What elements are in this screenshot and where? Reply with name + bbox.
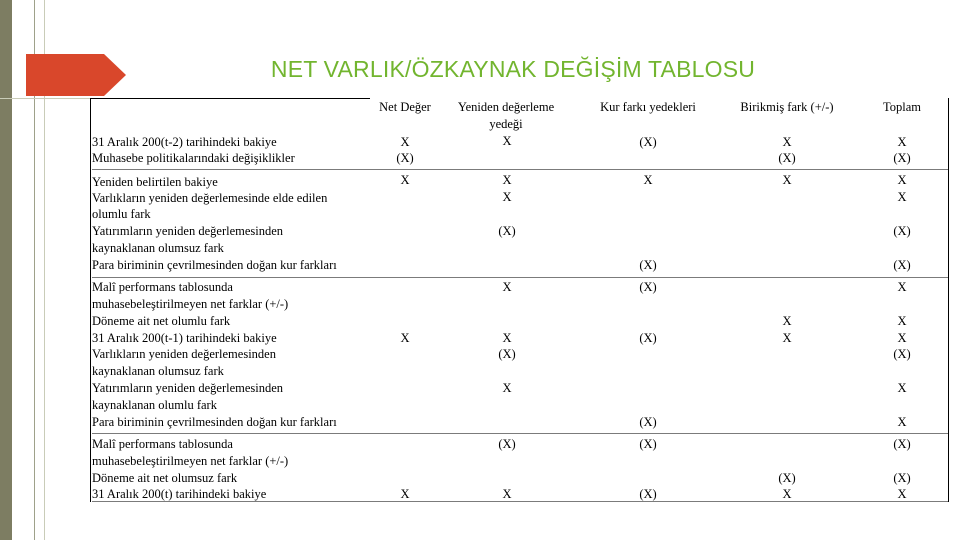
header-yeniden-line1: Yeniden değerleme — [457, 100, 555, 114]
value-cell: X — [897, 190, 907, 204]
value-cell: (X) — [639, 135, 657, 149]
header-birikmis: Birikmiş fark (+/-) — [740, 100, 834, 114]
value-cell: (X) — [639, 487, 657, 501]
row-label: kaynaklanan olumsuz fark — [92, 241, 224, 255]
value-cell: X — [400, 487, 410, 501]
table-border — [90, 98, 370, 99]
row-divider — [92, 433, 948, 434]
value-cell: (X) — [893, 151, 911, 165]
value-cell: (X) — [639, 415, 657, 429]
slide-title: NET VARLIK/ÖZKAYNAK DEĞİŞİM TABLOSU — [270, 56, 756, 82]
value-cell: (X) — [498, 224, 516, 238]
value-cell: X — [897, 487, 907, 501]
value-cell: X — [782, 135, 792, 149]
value-cell: X — [502, 487, 512, 501]
row-label: 31 Aralık 200(t) tarihindeki bakiye — [92, 487, 267, 501]
value-cell: (X) — [893, 224, 911, 238]
value-cell: X — [502, 134, 512, 148]
header-yeniden-line2: yedeği — [489, 117, 523, 131]
value-cell: (X) — [778, 151, 796, 165]
row-label: kaynaklanan olumlu fark — [92, 398, 217, 412]
row-divider — [92, 277, 948, 278]
value-cell: X — [897, 280, 907, 294]
row-label: Döneme ait net olumsuz fark — [92, 471, 238, 485]
row-label: Malî performans tablosunda — [92, 280, 233, 294]
value-cell: X — [400, 173, 410, 187]
row-label: Para biriminin çevrilmesinden doğan kur farkları — [92, 415, 337, 429]
value-cell: X — [782, 331, 792, 345]
value-cell: (X) — [893, 437, 911, 451]
value-cell: X — [502, 331, 512, 345]
value-cell: X — [897, 331, 907, 345]
row-label: muhasebeleştirilmeyen net farklar (+/-) — [92, 454, 289, 468]
row-label: muhasebeleştirilmeyen net farklar (+/-) — [92, 297, 289, 311]
value-cell: X — [897, 135, 907, 149]
value-cell: (X) — [893, 471, 911, 485]
value-cell: (X) — [639, 280, 657, 294]
table-border — [948, 98, 949, 502]
value-cell: X — [502, 173, 512, 187]
row-label: Para biriminin çevrilmesinden doğan kur farkları — [92, 258, 337, 272]
value-cell: (X) — [639, 331, 657, 345]
value-cell: (X) — [639, 437, 657, 451]
value-cell: X — [897, 314, 907, 328]
row-label: 31 Aralık 200(t-2) tarihindeki bakiye — [92, 135, 277, 149]
value-cell: X — [897, 415, 907, 429]
row-label: Muhasebe politikalarındaki değişiklikler — [92, 151, 295, 165]
value-cell: (X) — [396, 151, 414, 165]
value-cell: X — [897, 381, 907, 395]
value-cell: X — [502, 280, 512, 294]
value-cell: (X) — [893, 347, 911, 361]
row-label: 31 Aralık 200(t-1) tarihindeki bakiye — [92, 331, 277, 345]
row-label: Döneme ait net olumlu fark — [92, 314, 231, 328]
value-cell: (X) — [498, 437, 516, 451]
row-label: Yatırımların yeniden değerlemesinden — [92, 381, 284, 395]
value-cell: X — [782, 487, 792, 501]
value-cell: X — [502, 381, 512, 395]
row-label: olumlu fark — [92, 207, 151, 221]
value-cell: X — [400, 331, 410, 345]
row-label: kaynaklanan olumsuz fark — [92, 364, 224, 378]
header-net-deger: Net Değer — [379, 100, 431, 114]
value-cell: (X) — [498, 347, 516, 361]
value-cell: X — [643, 173, 653, 187]
row-label: Varlıkların yeniden değerlemesinden — [92, 347, 276, 361]
row-divider — [92, 169, 948, 170]
value-cell: X — [400, 135, 410, 149]
value-cell: X — [782, 173, 792, 187]
table-border — [90, 98, 91, 502]
value-cell: (X) — [778, 471, 796, 485]
value-cell: (X) — [639, 258, 657, 272]
header-kur: Kur farkı yedekleri — [600, 100, 696, 114]
value-cell: X — [897, 173, 907, 187]
value-cell: X — [502, 190, 512, 204]
row-label: Varlıkların yeniden değerlemesinde elde edilen — [92, 191, 328, 205]
row-label: Malî performans tablosunda — [92, 437, 233, 451]
value-cell: (X) — [893, 258, 911, 272]
row-label: Yatırımların yeniden değerlemesinden — [92, 224, 284, 238]
value-cell: X — [782, 314, 792, 328]
row-label: Yeniden belirtilen bakiye — [92, 175, 218, 189]
header-toplam: Toplam — [882, 100, 921, 114]
